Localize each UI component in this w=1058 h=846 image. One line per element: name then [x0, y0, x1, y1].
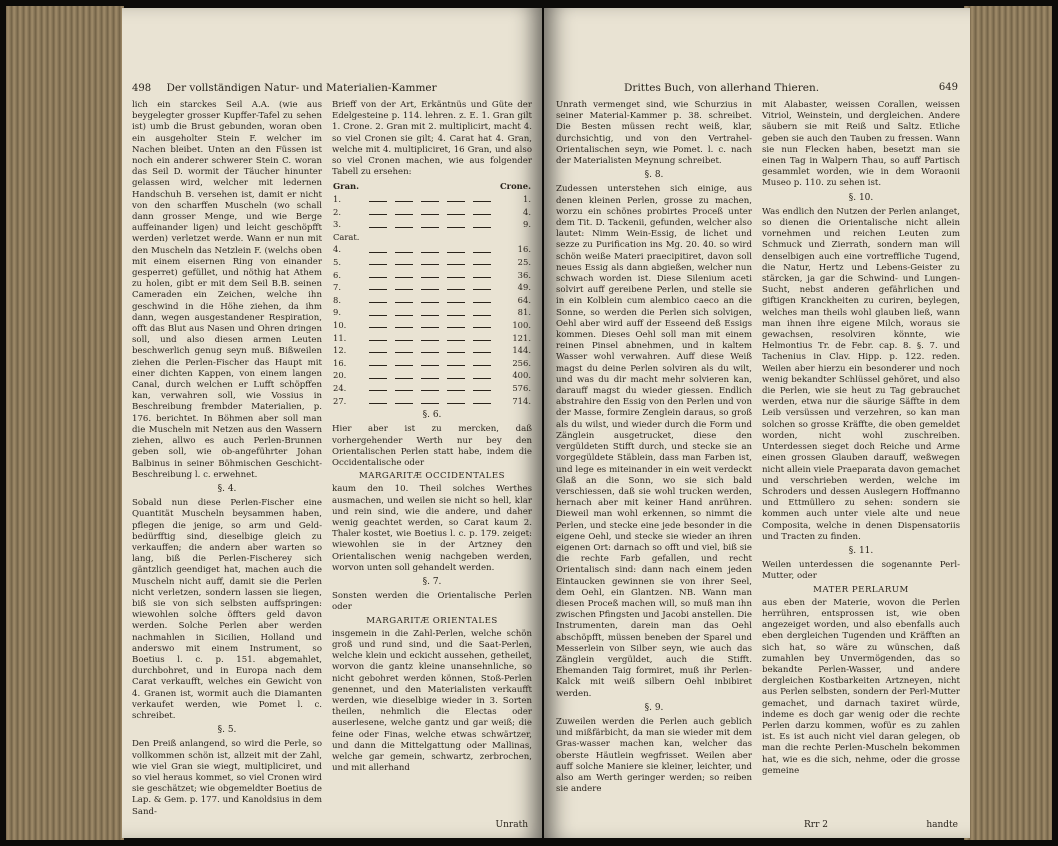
right-page-number: 649: [938, 82, 958, 93]
section-number: §. 10.: [848, 192, 874, 203]
section-number: §. 4.: [217, 483, 237, 494]
left-page-header: [132, 82, 437, 94]
paragraph: Sonsten werden die Orientalische Perlen oder: [332, 591, 532, 613]
table-row: 3. 9.: [333, 219, 531, 230]
right-page-header: [624, 82, 958, 94]
table-row: 27. 714.: [333, 395, 531, 406]
paragraph: Zuweilen werden die Perlen auch geblich und mißfärbicht, da man sie wieder mit dem Gras-wasser machen kan, welcher das oberste Häutlein wegfrisset. Weilen aber auff solche Maniere sie kleiner, leichter, und also am Werth geringer werden; so reiben sie andere: [556, 716, 752, 795]
paragraph: insgemein in die Zahl-Perlen, welche schön groß und rund sind, und die Saat-Perlen, welche klein und eckicht aussehen, getheilet, worvon die gantz kleine unansehnliche, so nicht gebohret werden können, Stoß-Perlen genennet, und den Materialisten verkaufft werden, wie dieselbige wieder in 3. Sorten theilen, nehmlich die Electas oder auserlesene, welche gantz und gar weiß; die feine oder Finas, welche etwas schwärtzer, und dann die Mittelgattung oder Mallinas, welche gar gemein, schwartz, zerbrochen, und mit allerhand: [332, 628, 532, 774]
table-row: 20. 400.: [333, 370, 531, 381]
table-row: 11. 121.: [333, 332, 531, 343]
book-edge-left: [6, 6, 124, 840]
table-row: 12. 144.: [333, 345, 531, 356]
section-number: §. 9.: [644, 702, 664, 713]
left-page: [122, 8, 542, 838]
right-column-2: [762, 100, 960, 779]
latin-heading: MATER PERLARUM: [813, 584, 909, 595]
table-row-carat: Carat.: [333, 231, 360, 242]
table-row: 5. 25.: [333, 256, 531, 267]
section-number: §. 6.: [422, 410, 442, 421]
paragraph: mit Alabaster, weissen Corallen, weissen Vitriol, Weinstein, und dergleichen. Andere säubern sie mit Reiß und Saltz. Etliche geben sie auch den Tauben zu fressen. Wann sie nun Flecken haben, besetzt man sie einen Tag in Walpern Thau, so auff Partisch gesammlet worden, wie in dem Woraonii Museo p. 110. zu sehen ist.: [762, 100, 960, 189]
section-number: §. 8.: [644, 170, 664, 181]
paragraph: kaum den 10. Theil solches Werthes ausmachen, und weilen sie nicht so hell, klar und rein sind, wie die andere, und daher wenig geachtet werden, so Carat kaum 2. Thaler kostet, wie Boetius l. c. p. 179. zeiget: wiewohlen sie in der Artzney den Orientalischen wenig nachgeben werden, worvon unten soll gehandelt werden.: [332, 484, 532, 573]
table-row: 24. 576.: [333, 382, 531, 393]
left-column-1: [132, 100, 322, 820]
right-page: [544, 8, 970, 838]
latin-heading: MARGARITÆ OCCIDENTALES: [358, 471, 506, 482]
latin-heading: MARGARITÆ ORIENTALES: [366, 615, 498, 626]
table-row: 4. 16.: [333, 244, 531, 255]
paragraph: aus eben der Materie, wovon die Perlen herrühren, entsprossen ist, wie oben angezeiget worden, und also ebenfalls auch eben dergleichen Tugenden und Kräfften an sich hat, so wäre zu wünschen, daß zumahlen bey Unvermögenden, das so bekandte Perlen-Wasser, und andere dergleichen Kostbarkeiten Artzneyen, nicht aus Perlen selbsten, sondern der Perl-Mutter gemachet, und darnach taxiret würde, indeme es doch gar wenig oder die rechte Perlen darzu kommen, wofür es zu zahlen ist. Es ist auch nicht viel daran gelegen, ob man die rechte Perlen-Muscheln bekommen hat, wie es die sich, nehme, oder die grosse gemeine: [762, 597, 960, 776]
section-number: §. 11.: [848, 545, 874, 556]
right-running-head: Drittes Buch, von allerhand Thieren.: [624, 82, 820, 94]
table-row: 10. 100.: [333, 319, 531, 330]
paragraph: Brieff von der Art, Erkäntnüs und Güte der Edelgesteine p. 114. lehren. z. E. 1. Gran gilt 1. Crone. 2. Gran mit 2. multiplicirt, macht 4. so viel Cronen sie gilt; 4. Carat hat 4. Gran, welche mit 4. multipliciret, 16 Gran, und also so viel Cronen machen, wie aus folgender Tabell zu ersehen:: [332, 100, 532, 178]
right-catchword: handte: [926, 820, 958, 830]
table-row: 8. 64.: [333, 294, 531, 305]
paragraph: Sobald nun diese Perlen-Fischer eine Quantität Muscheln beysammen haben, pflegen die jenige, so arm und Geld-bedürfftig sind, dieselbige gleich zu verkauffen; die andern aber warten so lang, biß die Perlen-Fischerey sich gäntzlich geendiget hat, machen auch die Muscheln nicht auff, damit sie die Perlen nicht verletzen, sondern lassen sie liegen, biß sie von sich selbsten auffspringen: wiewohlen solche öffters geld davon werden. Solche Perlen aber werden nachmahlen in Sicilien, Holland und anderswo mit einem Instrument, so Boetius l. c. p. 151. abgemahlet, durchbohret, und in Europa nach dem Carat verkaufft, welches ein Gewicht von 4. Granen ist, wormit auch die Diamanten verkaufet werden, wie Pomet l. c. schreibet.: [132, 498, 322, 721]
left-running-head: Der vollständigen Natur- und Materialien-Kammer: [166, 82, 437, 94]
table-row: 7. 49.: [333, 282, 531, 293]
table-header-gran: Gran.: [333, 181, 359, 192]
table-row: 16. 256.: [333, 357, 531, 368]
table-row: 6. 36.: [333, 269, 531, 280]
table-row: 1. 1.: [333, 194, 531, 205]
paragraph: lich ein starckes Seil A.A. (wie aus beygelegter grosser Kupffer-Tafel zu sehen ist) umb die Brust gebunden, woran oben ein ausgeholter Stein F. welcher im Nachen bleibet. Unten an den Füssen ist noch ein anderer schwerer Stein C. woran das Seil D. wormit der Täucher hinunter gelassen wird, welcher mit ledernen Handschuh B. versehen ist, damit er nicht von den scharffen Muscheln (wo schall dann grosser Menge, und wie Berge auffeinander ligen) und leicht geschöpfft werden) verletzet werde. Wann er nun mit den Muscheln das Netzlein F. (welchs oben mit einem eisernen Ring von einander gesperret) gefüllet, und nöthig hat Athem zu holen, gibt er mit dem Seil B.B. seinen Cameraden ein Zeichen, welche ihn geschwind in die Höhe ziehen, da ihm dann, wegen ausgestandener Respiration, offt das Blut aus Nasen und Ohren dringen soll, und also diesen armen Leuten beschwerlich genug seyn muß. Bißweilen ziehen die Perlen-Fischer das Haupt mit einer dichten Kappen, von einem langen Canal, durch welchen er Lufft schöpffen kan, verwahren soll, wie Vossius in Beschreibung frembder Materialien, p. 176. berichtet. In Böhmen aber soll man die Muscheln mit Netzen aus den Wassern ziehen, allwo es auch Perlen-Brunnen geben soll, wie ob-angeführter Johan Balbinus in seiner Böhmischen Geschicht-Beschreibung l. c. erwehnet.: [132, 100, 322, 480]
table-header-crown: Crone.: [500, 181, 531, 192]
left-column-2: [332, 100, 532, 776]
paragraph: Weilen unterdessen die sogenannte Perl-Mutter, oder: [762, 560, 960, 582]
gran-crown-table: [332, 180, 532, 407]
right-column-1: [556, 100, 752, 797]
paragraph: Was endlich den Nutzen der Perlen anlanget, so dienen die Orientalische nicht allein vornehmen und reichen Leuten zum Schmuck und Zierrath, sondern man will denselbigen auch eine vortreffliche Tugend, die Natur, Hertz und Lebens-Geister zu stärcken, ja gar die Schwind- und Lungen-Sucht, nebst anderen gefährlichen und giftigen Kranckheiten zu curiren, beylegen, welches man theils wohl glauben ließ, wann man ihnen ihre eigene Milch, woraus sie gewachsen, resolviren könnte, wie Helmontius Tr. de Febr. cap. 8. §. 7. und Tachenius in Clav. Hipp. p. 122. reden. Weilen aber hierzu ein besonderer und noch wenig bekandter Schlüssel gehöret, und also die Perlen, wie sie heut zu Tag gebrauchet werden, etwa nur die säurige Säffte in dem Leib versüssen und verzehren, so kan man solchen so grosse Kräffte, die oben gemeldet worden, nicht wohl zuschreiben. Unterdessen sieget doch Reiche und Arme einen grossen Glauben darauff, weßwegen nicht allein viele Praeparata davon gemachet und verschrieben werden, welche im Schroders und dessen Auslegern Hoffmanno und Ettmüllero zu sehen: sondern sie kommen auch unter viele alte und neue Composita, welche in denen Dispensatoriis und Tracten zu finden.: [762, 206, 960, 542]
left-catchword: Unrath: [495, 820, 528, 830]
section-number: §. 5.: [217, 725, 237, 736]
table-row: 9. 81.: [333, 307, 531, 318]
paragraph: Hier aber ist zu mercken, daß vorhergehender Werth nur bey den Orientalischen Perlen statt habe, indem die Occidentalische oder: [332, 424, 532, 468]
book-edge-right: [964, 6, 1052, 840]
paragraph: Den Preiß anlangend, so wird die Perle, so vollkommen schön ist, allzeit mit der Zahl, wie viel Gran sie wiegt, multipliciret, und so viel heraus kommet, so viel Cronen wird sie geschätzet; wie obgemeldter Boetius de Lap. & Gem. p. 177. und Kanoldsius in dem Sand-: [132, 739, 322, 817]
section-number: §. 7.: [422, 576, 442, 587]
paragraph: Unrath vermenget sind, wie Schurzius in seiner Material-Kammer p. 38. schreibet. Die Besten müssen recht weiß, klar, durchsichtig, und von den Vertrahel-Orientalischen seyn, wie Pomet. l. c. nach der Materialisten Meynung schreibet.: [556, 100, 752, 167]
signature-mark: Rrr 2: [804, 820, 828, 830]
table-row: 2. 4.: [333, 206, 531, 217]
left-page-number: 498: [132, 83, 152, 94]
table-header: [332, 180, 532, 193]
paragraph: Zudessen unterstehen sich einige, aus denen kleinen Perlen, grosse zu machen, worzu ein schönes probirtes Proceß unter dem Tit. D. Tackenii, gefunden, welcher also lautet: Nimm Wein-Essig, de lichet und sezze zu Purification ins Mg. 20. 40. so wird schön weiße Materi praecipitiret, davon soll neues Essig als dann abgießen, welcher nun schwach worden ist. Diese Silenium aceti solvirt auff gereibene Perlen, und stelle sie in ein Kolblein cum alembico caeco an die Sonne, so werden die Perlen sich solvigen, Oehl aber wird auff der Esseend deß Essigs kommen. Dieses Oehl soll man mit einem reinen Pinsel abnehmen, und in kaltem Wasser wohl verwahren. Auff diese Weiß magst du deine Perlen solviren als du wilt, und was du dir macht mehr solvieren kan, darauff magst du wieder giessen. Endlich abstrahire den Essig von den Perlen und von der Masse, formire Zenglein daraus, so groß als du wilst, und wieder durch die Form und Zänglein ausgetrucket, diese den vergüldeten Stifft durch, und stecke sie an vorgegüldete Stäblein, dass man Farben ist, und lege es miteinander in ein weit verdeckt Glaß an die Sonn, wo sie sich bald verschiessen, daß sie wohl trucken werden, hernach aber mit keiner Hand anrühren. Dieweil man wohl erkennen, so nimmt die Perlen, und stecke eine jede besonder in die eigene Oehl, und stecke sie wieder an ihren eigenen Ort: darnach so offt und viel, biß sie die rechte Farb gefallen, und recht Orientalisch sind: dann nach einem jeden Eintaucken gewinnen sie von ihrer Seel, dem Oehl, ein Glantzen. NB. Wann man diesen Proceß machen will, so muß man ihn zwischen Pfingsten und Jacobi anstellen. Die Instrumenten, darein man das Oehl abschöpfft, müssen beneben der Sparel und Messerlein von Silber seyn, wie auch das Zänglein vergüldet, auch die Stifft. Ehemanden Taig formiret, muß ihr Perlen-Kalck mit weiß silbern Oehl inbibiret werden.: [556, 184, 752, 699]
